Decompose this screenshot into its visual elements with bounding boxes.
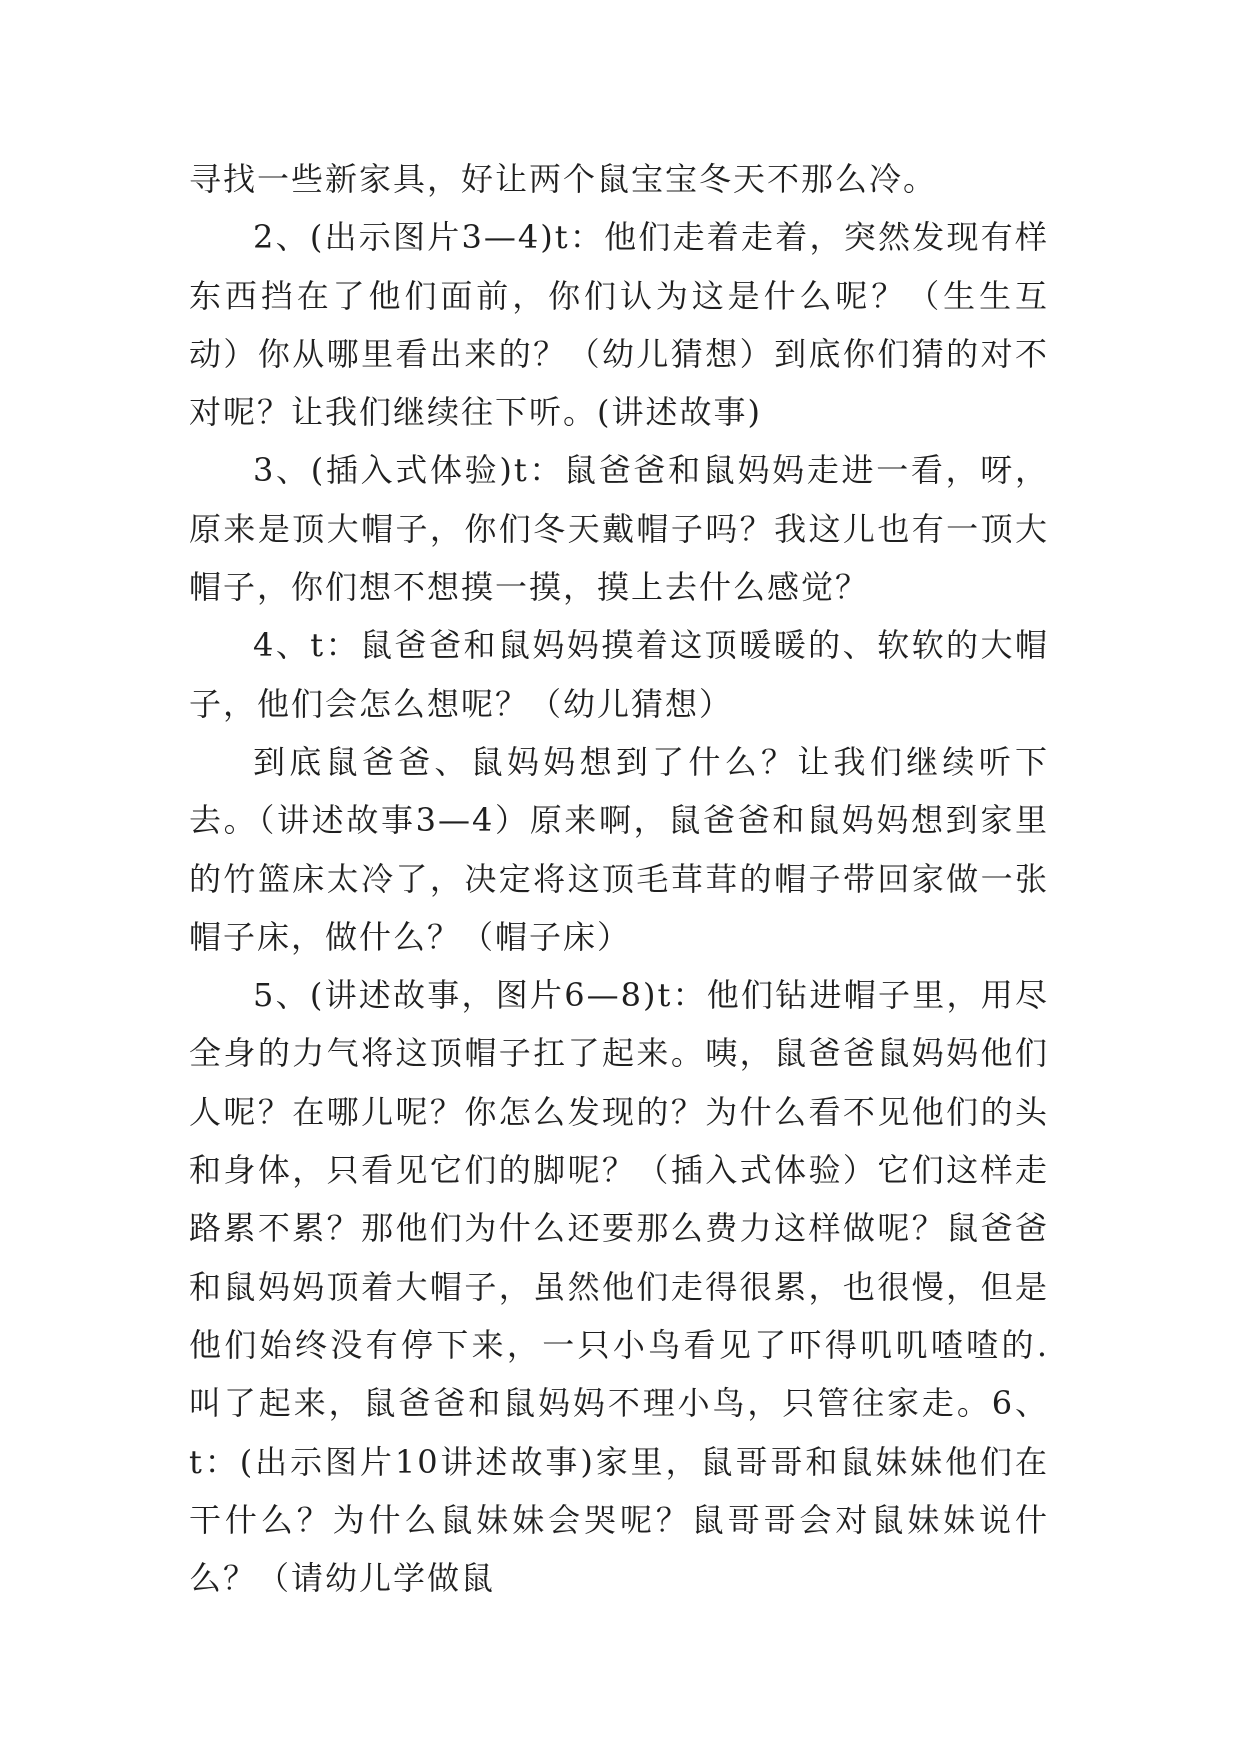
body-text xyxy=(189,150,1049,1607)
paragraph-2: 2、(出示图片3—4)t：他们走着走着，突然发现有样东西挡在了他们面前，你们认为这是什么呢？（生生互动）你从哪里看出来的？（幼儿猜想）到底你们猜的对不对呢？让我们继续往下听。(讲述故事) xyxy=(189,218,1049,432)
paragraph-3: 3、(插入式体验)t：鼠爸爸和鼠妈妈走进一看，呀，原来是顶大帽子，你们冬天戴帽子吗？我这儿也有一顶大帽子，你们想不想摸一摸，摸上去什么感觉？ xyxy=(189,451,1049,607)
paragraph-4: 4、t：鼠爸爸和鼠妈妈摸着这顶暖暖的、软软的大帽子，他们会怎么想呢？（幼儿猜想） xyxy=(189,626,1049,723)
paragraph-5: 到底鼠爸爸、鼠妈妈想到了什么？让我们继续听下去。（讲述故事3—4）原来啊，鼠爸爸和鼠妈妈想到家里的竹篮床太冷了，决定将这顶毛茸茸的帽子带回家做一张帽子床，做什么？（帽子床） xyxy=(189,742,1049,956)
paragraph-1: 寻找一些新家具，好让两个鼠宝宝冬天不那么冷。 xyxy=(189,160,938,198)
paragraph-6: 5、(讲述故事，图片6—8)t：他们钻进帽子里，用尽全身的力气将这顶帽子扛了起来。咦，鼠爸爸鼠妈妈他们人呢？在哪儿呢？你怎么发现的？为什么看不见他们的头和身体，只看见它们的脚呢？（插入式体验）它们这样走路累不累？那他们为什么还要那么费力这样做呢？鼠爸爸和鼠妈妈顶着大帽子，虽然他们走得很累，也很慢，但是他们始终没有停下来，一只小鸟看见了吓得叽叽喳喳的.叫了起来，鼠爸爸和鼠妈妈不理小鸟，只管往家走。6、t：(出示图片10讲述故事)家里，鼠哥哥和鼠妹妹他们在干什么？为什么鼠妹妹会哭呢？鼠哥哥会对鼠妹妹说什么？（请幼儿学做鼠 xyxy=(189,976,1049,1598)
